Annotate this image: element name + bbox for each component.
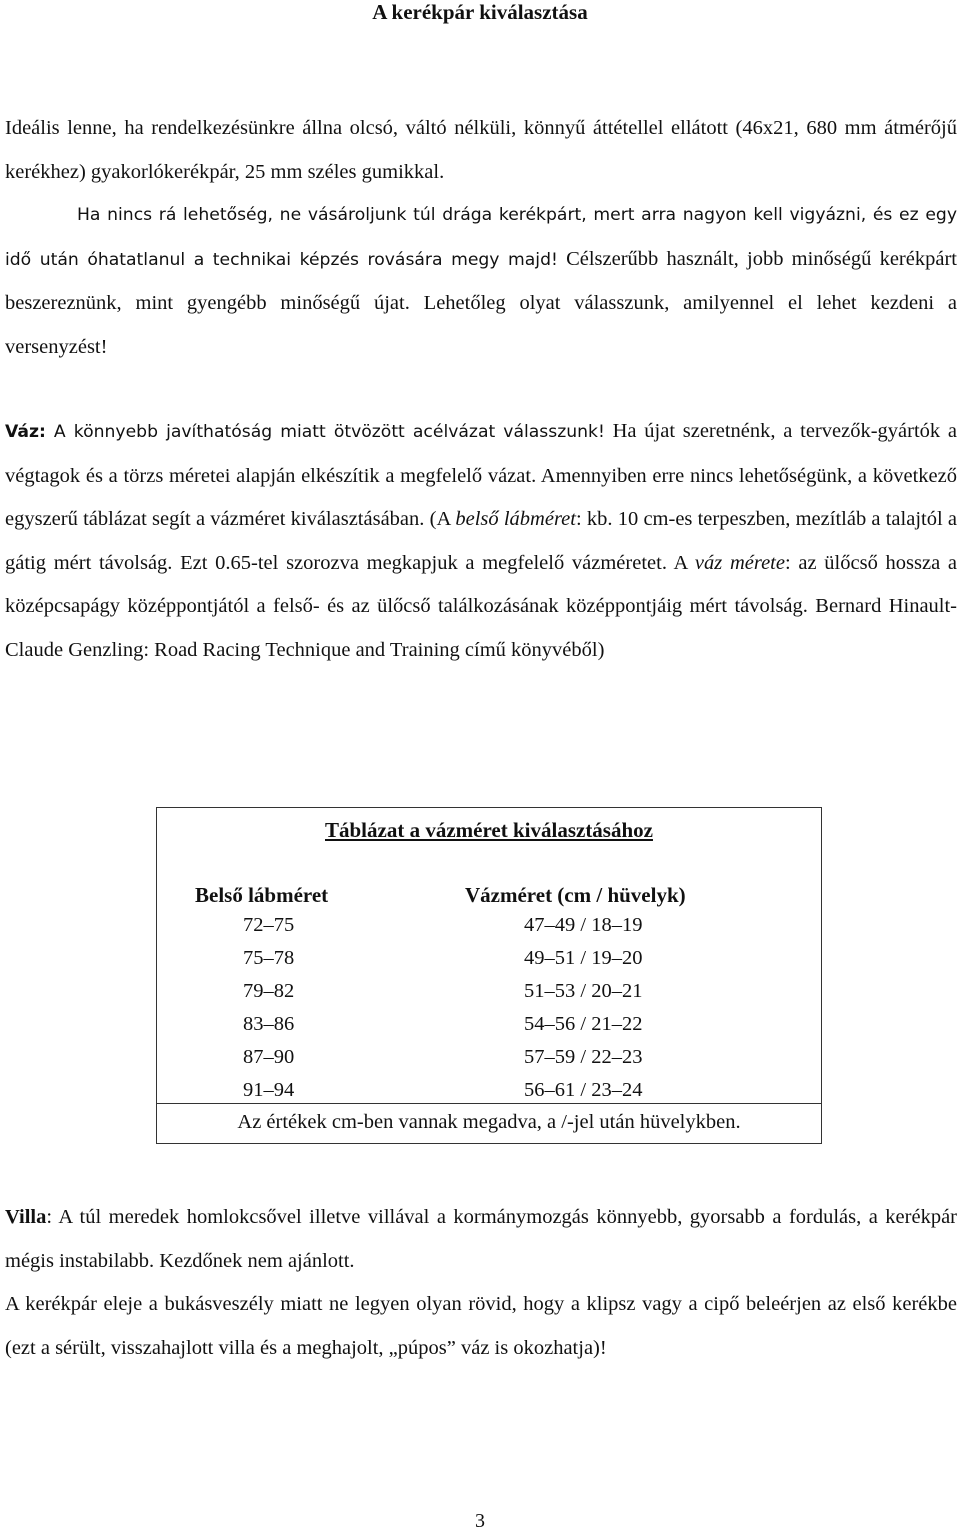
vaz-text-1: A könnyebb javíthatóság miatt ötvözött acélvázat válasszunk!: [45, 422, 605, 442]
vaz-paragraph: [5, 410, 957, 672]
page-title: A kerékpár kiválasztása: [372, 0, 588, 24]
vaz-text-4: Bernard Hinault-Claude Genzling: Road Racing Technique and Training című könyvéből): [5, 595, 958, 661]
vaz-label: Váz:: [5, 422, 46, 442]
table-footnote: Az értékek cm-ben vannak megadva, a /-jel után hüvelykben.: [157, 1103, 821, 1143]
table-cell-inseam: 87–90: [243, 1046, 295, 1068]
intro-text-2a: Ha nincs rá lehetőség, ne vásároljunk túl drága kerékpárt, mert arra nagyon kell vigyázni, és ez egy idő után óhatatlanul a technikai képzés rovására megy majd!: [5, 205, 957, 270]
table-row: [157, 1013, 821, 1046]
table-cell-inseam: 72–75: [243, 914, 295, 936]
table-cell-frame-size: 51–53 / 20–21: [524, 980, 643, 1002]
villa-paragraph: [5, 1196, 957, 1283]
intro-text-2b: Célszerűbb használt, jobb minőségű kerékpárt beszereznünk, mint gyengébb minőségű újat.: [5, 247, 957, 314]
vaz-text-2: Ha újat szeretnénk, a tervezők-gyártók a végtagok és a törzs méretei alapján elkészítik a megfelelő vázat.: [5, 420, 957, 487]
page-number: 3: [475, 1510, 485, 1532]
table-cell-frame-size: 47–49 / 18–19: [524, 914, 643, 936]
vaz-text-3-emphasis: belső lábméret: [455, 508, 576, 530]
intro-text-2c: Lehetőleg olyat válasszunk, amilyennel el lehet kezdeni a versenyzést!: [5, 292, 958, 358]
vaz-text-3c: : az ülőcső hossza a középcsapágy középpontjától a felső- és az ülőcső találkozásának középpontjáig mért távolság.: [5, 551, 957, 617]
vaz-text-3b: : kb. 10 cm-es terpeszben, mezítláb a talajtól a gátig mért távolság. Ezt 0.65-tel szorozva megkapjuk a megfelelő vázméretet. A: [5, 508, 957, 574]
table-cell-frame-size: 54–56 / 21–22: [524, 1013, 643, 1035]
table-cell-frame-size: 49–51 / 19–20: [524, 947, 643, 969]
intro-paragraph-1: [5, 107, 957, 194]
villa-text-1: : A túl meredek homlokcsővel illetve villával a kormánymozgás könnyebb, gyorsabb a fordulás, a kerékpár mégis instabilabb. Kezdőnek nem ajánlott.: [5, 1206, 957, 1272]
table-row: [157, 980, 821, 1013]
table-cell-frame-size: 56–61 / 23–24: [524, 1079, 643, 1101]
vaz-text-3-emphasis-2: váz mérete: [694, 551, 785, 574]
villa-label: Villa: [5, 1206, 47, 1228]
table-cell-inseam: 79–82: [243, 980, 295, 1002]
villa-paragraph-2: [5, 1283, 957, 1370]
table-header-inseam: Belső lábméret: [195, 883, 329, 907]
vaz-text-3a: Amennyiben erre nincs lehetőségünk, a következő egyszerű táblázat segít a vázméret kiválasztásában. (A: [5, 464, 957, 530]
villa-text-2: A kerékpár eleje a bukásveszély miatt ne legyen olyan rövid, hogy a klipsz vagy a cipő beleérjen az első kerékbe (ezt a sérült, visszahajlott villa és a meghajolt, „púpos” váz is okozhatja)!: [5, 1293, 957, 1359]
table-row: [157, 914, 821, 947]
table-caption: Táblázat a vázméret kiválasztásához: [325, 818, 653, 842]
table-header-frame-size: Vázméret (cm / hüvelyk): [465, 883, 686, 907]
intro-paragraph-2: [5, 193, 957, 369]
table-cell-inseam: 75–78: [243, 947, 295, 969]
table-cell-inseam: 91–94: [243, 1079, 295, 1101]
table-cell-frame-size: 57–59 / 22–23: [524, 1046, 643, 1068]
table-row: [157, 947, 821, 980]
table-row: [157, 1046, 821, 1079]
intro-text-1: Ideális lenne, ha rendelkezésünkre állna olcsó, váltó nélküli, könnyű áttétellel ellátott (46x21, 680 mm átmérőjű kerékhez) gyakorlókerékpár, 25 mm széles gumikkal.: [5, 117, 957, 183]
table-cell-inseam: 83–86: [243, 1013, 295, 1035]
frame-size-table: [156, 807, 822, 1144]
